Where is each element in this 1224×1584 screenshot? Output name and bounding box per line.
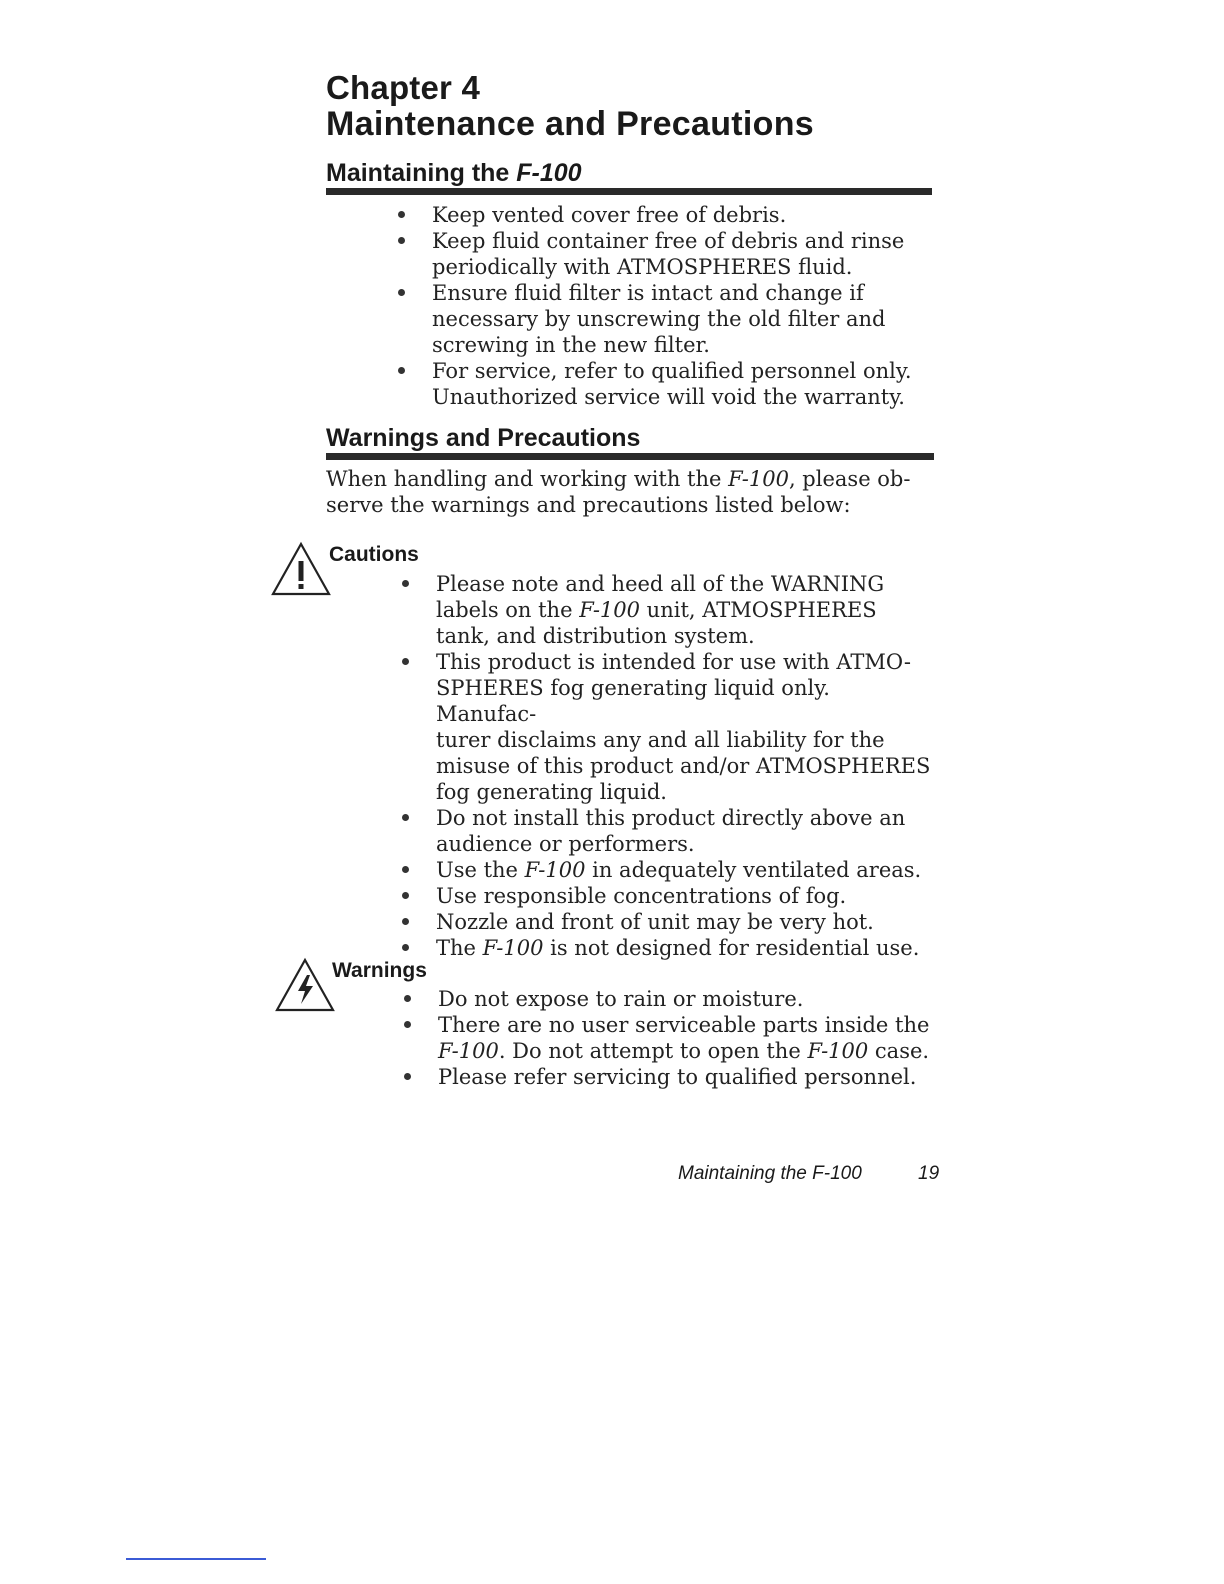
list-item-text: labels on the [436,598,580,622]
warnings-list [438,986,938,1090]
list-item [436,649,936,805]
list-item-line: misuse of this product and/or ATMOSPHERES [436,754,931,778]
list-item-line [438,1038,938,1064]
list-item-line: necessary by unscrewing the old filter and [432,307,886,331]
list-item-text: in adequately ventilated areas. [585,858,922,882]
list-item [436,571,936,649]
list-item-line: Please refer servicing to qualified personnel. [438,1065,917,1089]
list-item [438,1064,938,1090]
list-item-line [436,597,936,623]
intro-line: serve the warnings and precautions listed below: [326,493,851,517]
list-item [436,909,936,935]
list-item [436,857,936,883]
chapter-label: Chapter 4 [326,69,481,106]
list-item-line: This product is intended for use with ATMO- [436,650,911,674]
section-rule [326,188,932,195]
list-item-text: unit, ATMOSPHERES [640,598,877,622]
warnings-heading: Warnings [332,959,427,982]
list-item [432,358,932,410]
bullet-icon [398,289,405,296]
list-item-line: tank, and distribution system. [436,624,755,648]
electrical-hazard-icon [274,957,336,1013]
list-item [438,986,938,1012]
bullet-icon [398,367,405,374]
list-item-line: Keep fluid container free of debris and rinse [432,229,905,253]
section-rule [326,453,934,460]
list-item-text: case. [868,1039,930,1063]
list-item-line [436,935,936,961]
list-item-text: Use the [436,858,525,882]
bullet-icon [402,658,409,665]
list-item [436,883,936,909]
bullet-icon [402,892,409,899]
bullet-icon [402,918,409,925]
model-name: F-100 [438,1039,499,1063]
list-item-line: Please note and heed all of the WARNING [436,572,885,596]
list-item [432,280,932,358]
bullet-icon [398,237,405,244]
intro-line [326,466,926,492]
list-item [438,1012,938,1064]
list-item-line: Keep vented cover free of debris. [432,203,787,227]
cautions-heading: Cautions [329,543,419,566]
chapter-title: Maintenance and Precautions [326,105,815,143]
list-item-line: Use responsible concentrations of fog. [436,884,847,908]
list-item-text: . Do not attempt to open the [498,1039,808,1063]
bullet-icon [398,211,405,218]
bullet-icon [402,944,409,951]
model-name: F-100 [728,467,789,491]
list-item-line [436,857,936,883]
list-item-line: audience or performers. [436,832,695,856]
bullet-icon [404,995,411,1002]
bullet-icon [404,1021,411,1028]
model-name: F-100 [482,936,544,960]
list-item [436,805,936,857]
list-item-line: Do not install this product directly above an [436,806,906,830]
list-item-line: periodically with ATMOSPHERES fluid. [432,255,853,279]
model-name: F-100 [516,159,582,187]
page-number: 19 [918,1163,940,1184]
maintenance-list [432,202,932,410]
bottom-link-rule [126,1558,266,1560]
list-item-text: is not designed for residential use. [543,936,920,960]
section-heading-text: Maintaining the [326,159,517,187]
model-name: F-100 [524,858,586,882]
list-item-line: turer disclaims any and all liability for the [436,728,885,752]
intro-text: When handling and working with the [326,467,729,491]
list-item-text: The [436,936,483,960]
list-item-line: SPHERES fog generating liquid only. Manufac- [436,676,830,726]
list-item-line: There are no user serviceable parts inside the [438,1013,930,1037]
model-name: F-100 [579,598,640,622]
list-item-line: fog generating liquid. [436,780,667,804]
cautions-list [436,571,936,961]
footer-title: Maintaining the F-100 [678,1163,862,1184]
intro-text: , please ob- [788,467,911,491]
intro-paragraph [326,466,926,518]
list-item-line: screwing in the new filter. [432,333,710,357]
section-heading-maintaining [326,158,582,188]
list-item-line: Ensure fluid filter is intact and change if [432,281,864,305]
bullet-icon [402,814,409,821]
bullet-icon [404,1073,411,1080]
list-item-line: Nozzle and front of unit may be very hot. [436,910,874,934]
list-item-line: Unauthorized service will void the warranty. [432,385,905,409]
bullet-icon [402,866,409,873]
section-heading-warnings-precautions: Warnings and Precautions [326,424,641,452]
caution-triangle-icon [270,541,332,597]
list-item-line: For service, refer to qualified personnel only. [432,359,912,383]
model-name: F-100 [807,1039,869,1063]
list-item [436,935,936,961]
bullet-icon [402,580,409,587]
list-item [432,202,932,228]
list-item [432,228,932,280]
list-item-line: Do not expose to rain or moisture. [438,987,804,1011]
